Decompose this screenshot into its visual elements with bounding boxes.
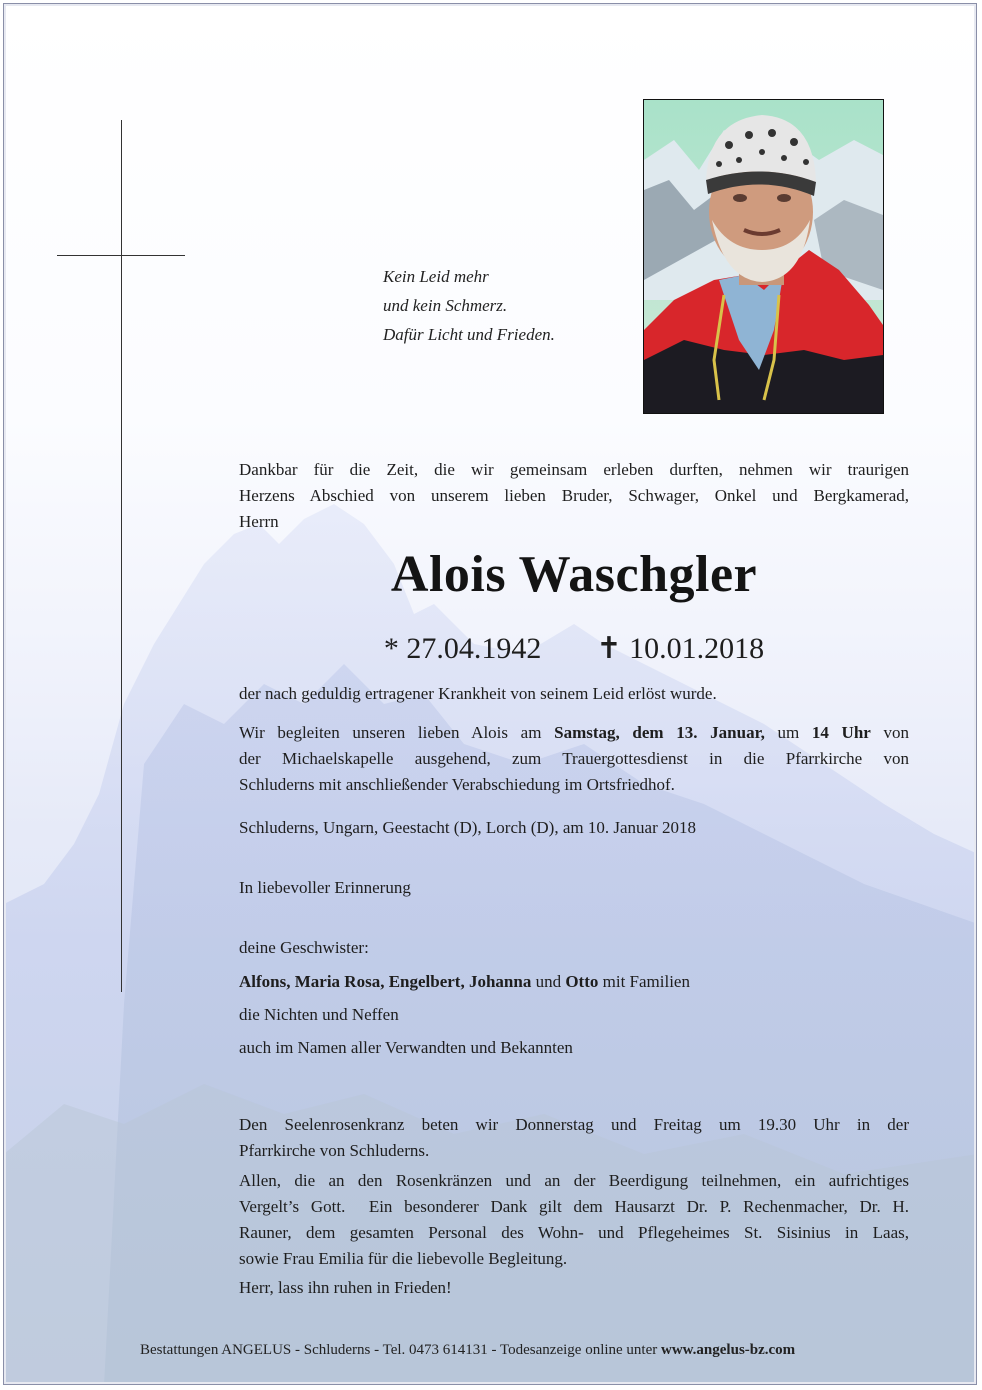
- cross-horizontal-line: [57, 255, 185, 256]
- obituary-card: [3, 3, 977, 1385]
- funeral-text: der Michaelskapelle ausgehend, zum Trauergottesdienst in die Pfarrkirche von: [239, 749, 909, 768]
- release-line: der nach geduldig ertragener Krankheit von seinem Leid erlöst wurde.: [239, 684, 717, 703]
- footer-text: Bestattungen ANGELUS - Schluderns - Tel. 0473 614131 - Todesanzeige online unter: [140, 1342, 662, 1358]
- closing-prayer: Herr, lass ihn ruhen in Frieden!: [239, 1278, 452, 1297]
- mourners-relatives: auch im Namen aller Verwandten und Bekannten: [239, 1038, 573, 1057]
- funeral-text: um: [764, 723, 812, 742]
- thanks-line1: [239, 1168, 909, 1194]
- intro-line: Herrn: [239, 512, 279, 531]
- siblings-rest: mit Familien: [598, 972, 690, 991]
- sibling-name: Otto: [565, 972, 599, 991]
- intro-paragraph-line2: [239, 483, 909, 509]
- funeral-line2: [239, 746, 909, 772]
- thanks-line2: [239, 1194, 909, 1220]
- funeral-line1: [239, 720, 909, 746]
- mourners-label: deine Geschwister:: [239, 938, 369, 957]
- funeral-text: von: [870, 723, 910, 742]
- place-date: Schluderns, Ungarn, Geestacht (D), Lorch (D), am 10. Januar 2018: [239, 818, 696, 837]
- memorial-quote: [383, 262, 555, 349]
- birth-date: 27.04.1942: [406, 632, 542, 665]
- quote-line: Kein Leid mehr: [383, 267, 489, 286]
- intro-line: Dankbar für die Zeit, die wir gemeinsam erleben durften, nehmen wir traurigen: [239, 460, 909, 479]
- funeral-line3: Schluderns mit anschließender Verabschiedung im Ortsfriedhof.: [239, 775, 675, 794]
- thanks-text: Vergelt’s Gott. Ein besonderer Dank gilt dem Hausarzt Dr. P. Rechenmacher, Dr. H.: [239, 1197, 909, 1216]
- intro-paragraph: [239, 457, 909, 483]
- thanks-line3: [239, 1220, 909, 1246]
- death-date: 10.01.2018: [629, 632, 765, 665]
- remembrance: In liebevoller Erinnerung: [239, 878, 411, 897]
- portrait-photo: [643, 99, 884, 414]
- siblings-and: und: [531, 972, 566, 991]
- funeral-date: Samstag, dem 13. Januar,: [554, 723, 765, 742]
- life-dates: [239, 626, 909, 672]
- death-cross-icon: ✝: [596, 632, 622, 665]
- birth-star-icon: *: [383, 632, 399, 665]
- mourners-nieces: die Nichten und Neffen: [239, 1005, 399, 1024]
- siblings-names: Alfons, Maria Rosa, Engelbert, Johanna: [239, 972, 532, 991]
- thanks-text: Rauner, dem gesamten Personal des Wohn- und Pflegeheimes St. Sisinius in Laas,: [239, 1223, 909, 1242]
- funeral-text: Wir begleiten unseren lieben Alois am: [239, 723, 555, 742]
- mourners-siblings: [239, 969, 909, 995]
- deceased-name: Alois Waschgler: [390, 546, 758, 603]
- funeral-time: 14 Uhr: [811, 723, 871, 742]
- quote-line: Dafür Licht und Frieden.: [383, 325, 555, 344]
- footer-website-link[interactable]: www.angelus-bz.com: [661, 1342, 796, 1358]
- cross-vertical-line: [121, 120, 122, 992]
- intro-line: Herzens Abschied von unserem lieben Bruder, Schwager, Onkel und Bergkamerad,: [239, 486, 909, 505]
- quote-line: und kein Schmerz.: [383, 296, 508, 315]
- rosary-line2: Pfarrkirche von Schluderns.: [239, 1141, 430, 1160]
- thanks-text: Allen, die an den Rosenkränzen und an der Beerdigung teilnehmen, ein aufrichtiges: [239, 1171, 909, 1190]
- rosary-line1: [239, 1112, 909, 1138]
- intro-paragraph-line3: [239, 509, 909, 535]
- footer: [140, 1339, 795, 1361]
- thanks-line4: sowie Frau Emilia für die liebevolle Begleitung.: [239, 1249, 568, 1268]
- rosary-text: Den Seelenrosenkranz beten wir Donnerstag und Freitag um 19.30 Uhr in der: [239, 1115, 909, 1134]
